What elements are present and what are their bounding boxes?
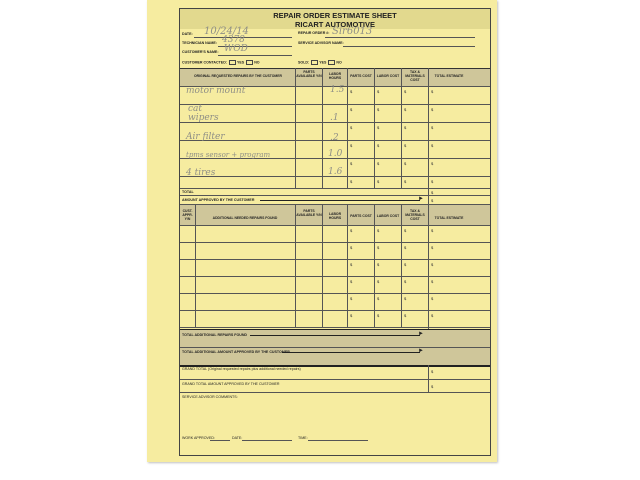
contacted-label: CUSTOMER CONTACTED: bbox=[182, 60, 227, 65]
work-approved-label: WORK APPROVED: bbox=[182, 436, 215, 440]
sold-yes-label: YES bbox=[319, 60, 327, 65]
sold-no-checkbox[interactable] bbox=[328, 60, 335, 65]
currency-symbol: $ bbox=[404, 228, 407, 233]
currency-symbol: $ bbox=[350, 143, 353, 148]
customer-contacted bbox=[182, 60, 260, 65]
repair-order-label: REPAIR ORDER #: bbox=[298, 31, 330, 35]
currency-symbol: $ bbox=[377, 245, 380, 250]
date-value[interactable]: 10/24/14 bbox=[204, 26, 249, 37]
currency-symbol: $ bbox=[431, 384, 434, 389]
amount-approved-label: AMOUNT APPROVED BY THE CUSTOMER bbox=[182, 198, 255, 202]
arrow-right-icon-3: ► bbox=[418, 348, 424, 354]
sold-label: SOLD: bbox=[298, 60, 310, 65]
hours-row-6[interactable]: 1.6 bbox=[328, 167, 343, 177]
contacted-no-checkbox[interactable] bbox=[246, 60, 253, 65]
currency-symbol: $ bbox=[404, 107, 407, 112]
currency-symbol: $ bbox=[431, 190, 434, 195]
currency-symbol: $ bbox=[431, 161, 434, 166]
grand-total-label: GRAND TOTAL (Original requested repairs plus additional needed repairs) bbox=[182, 367, 301, 371]
currency-symbol: $ bbox=[350, 228, 353, 233]
currency-symbol: $ bbox=[377, 89, 380, 94]
total-label: TOTAL bbox=[182, 190, 194, 194]
currency-symbol: $ bbox=[377, 296, 380, 301]
col-additional-repairs: ADDITIONAL NEEDED REPAIRS FOUND bbox=[212, 216, 278, 220]
hours-row-4[interactable]: .2 bbox=[330, 133, 339, 143]
arrow-right-icon-2: ► bbox=[418, 331, 424, 337]
currency-symbol: $ bbox=[404, 179, 407, 184]
yes-label: YES bbox=[237, 60, 245, 65]
currency-symbol: $ bbox=[404, 262, 407, 267]
technician-label: TECHNICIAN NAME: bbox=[182, 41, 217, 45]
work-approved-date-label: DATE: bbox=[232, 436, 243, 440]
currency-symbol: $ bbox=[431, 296, 434, 301]
currency-symbol: $ bbox=[404, 279, 407, 284]
col-cust-approved: CUST. APPR. Y/N bbox=[182, 209, 193, 221]
currency-symbol: $ bbox=[350, 125, 353, 130]
form-title: REPAIR ORDER ESTIMATE SHEET bbox=[273, 11, 397, 20]
currency-symbol: $ bbox=[350, 262, 353, 267]
currency-symbol: $ bbox=[404, 161, 407, 166]
currency-symbol: $ bbox=[431, 198, 434, 203]
repair-row-5[interactable]: tpms sensor + program bbox=[186, 151, 271, 159]
customer-label: CUSTOMER'S NAME: bbox=[182, 50, 219, 54]
currency-symbol: $ bbox=[404, 125, 407, 130]
repair-order-value[interactable]: Sir6013 bbox=[332, 26, 373, 37]
currency-symbol: $ bbox=[350, 313, 353, 318]
col-labor-cost: LABOR COST bbox=[376, 74, 400, 78]
currency-symbol: $ bbox=[377, 161, 380, 166]
currency-symbol: $ bbox=[431, 313, 434, 318]
grand-total-approved-label: GRAND TOTAL AMOUNT APPROVED BY THE CUSTOMER bbox=[182, 382, 280, 386]
currency-symbol: $ bbox=[377, 179, 380, 184]
currency-symbol: $ bbox=[431, 179, 434, 184]
col2-labor-hours: LABOR HOURS bbox=[328, 212, 342, 220]
sold-no-label: NO bbox=[336, 60, 342, 65]
currency-symbol: $ bbox=[350, 245, 353, 250]
currency-symbol: $ bbox=[377, 279, 380, 284]
currency-symbol: $ bbox=[431, 245, 434, 250]
currency-symbol: $ bbox=[431, 89, 434, 94]
currency-symbol: $ bbox=[431, 279, 434, 284]
form-frame bbox=[179, 8, 491, 456]
currency-symbol: $ bbox=[350, 161, 353, 166]
work-approved-time-label: TIME: bbox=[298, 436, 308, 440]
hours-row-5[interactable]: 1.0 bbox=[328, 149, 343, 159]
col2-parts-available: PARTS AVAILABLE Y/N bbox=[296, 209, 322, 217]
currency-symbol: $ bbox=[404, 245, 407, 250]
col2-labor-cost: LABOR COST bbox=[376, 214, 400, 218]
col2-tax-materials: TAX & MATERIALS COST bbox=[405, 209, 425, 221]
currency-symbol: $ bbox=[350, 279, 353, 284]
currency-symbol: $ bbox=[377, 262, 380, 267]
currency-symbol: $ bbox=[431, 262, 434, 267]
advisor-comments-label: SERVICE ADVISOR COMMENTS: bbox=[182, 395, 238, 399]
col-total-estimate: TOTAL ESTIMATE bbox=[434, 74, 464, 78]
repair-row-3[interactable]: wipers bbox=[188, 113, 219, 123]
col2-parts-cost: PARTS COST bbox=[350, 214, 372, 218]
repair-row-2[interactable]: cat bbox=[188, 104, 203, 114]
currency-symbol: $ bbox=[350, 107, 353, 112]
currency-symbol: $ bbox=[431, 228, 434, 233]
sold-yes-checkbox[interactable] bbox=[311, 60, 318, 65]
currency-symbol: $ bbox=[377, 125, 380, 130]
currency-symbol: $ bbox=[350, 296, 353, 301]
currency-symbol: $ bbox=[404, 143, 407, 148]
col2-total-estimate: TOTAL ESTIMATE bbox=[434, 216, 464, 220]
repair-row-1[interactable]: motor mount bbox=[186, 86, 246, 96]
currency-symbol: $ bbox=[377, 313, 380, 318]
currency-symbol: $ bbox=[350, 89, 353, 94]
currency-symbol: $ bbox=[404, 296, 407, 301]
advisor-comments-field[interactable] bbox=[182, 401, 482, 431]
no-label: NO bbox=[254, 60, 260, 65]
advisor-label: SERVICE ADVISOR NAME: bbox=[298, 41, 344, 45]
col-parts-available: PARTS AVAILABLE Y/N bbox=[296, 70, 322, 78]
currency-symbol: $ bbox=[377, 228, 380, 233]
repair-row-6[interactable]: 4 tires bbox=[186, 168, 216, 178]
customer-value[interactable]: WOD bbox=[224, 44, 248, 54]
col-original-repairs: ORIGINAL REQUESTED REPAIRS BY THE CUSTOMER bbox=[194, 74, 282, 78]
currency-symbol: $ bbox=[377, 107, 380, 112]
arrow-right-icon: ► bbox=[418, 196, 424, 202]
total-additional-label: TOTAL ADDITIONAL REPAIRS FOUND bbox=[182, 333, 248, 337]
estimate-sheet bbox=[147, 0, 497, 462]
sold-row bbox=[298, 60, 342, 65]
total-additional-approved-label: TOTAL ADDITIONAL AMOUNT APPROVED BY THE CUSTOMER bbox=[182, 350, 290, 354]
col-parts-cost: PARTS COST bbox=[350, 74, 372, 78]
currency-symbol: $ bbox=[404, 89, 407, 94]
currency-symbol: $ bbox=[431, 143, 434, 148]
repair-row-4[interactable]: Air filter bbox=[186, 132, 225, 142]
currency-symbol: $ bbox=[404, 313, 407, 318]
col-tax-materials: TAX & MATERIALS COST bbox=[405, 70, 425, 82]
date-label: DATE: bbox=[182, 32, 193, 36]
currency-symbol: $ bbox=[350, 179, 353, 184]
currency-symbol: $ bbox=[431, 107, 434, 112]
col-labor-hours: LABOR HOURS bbox=[328, 72, 342, 80]
hours-row-3[interactable]: .1 bbox=[330, 113, 339, 123]
company-name: RICART AUTOMOTIVE bbox=[295, 20, 375, 29]
technician-value[interactable]: 4378 bbox=[222, 35, 245, 45]
currency-symbol: $ bbox=[377, 143, 380, 148]
hours-row-1[interactable]: 1.5 bbox=[330, 85, 345, 95]
contacted-yes-checkbox[interactable] bbox=[229, 60, 236, 65]
currency-symbol: $ bbox=[431, 369, 434, 374]
currency-symbol: $ bbox=[431, 125, 434, 130]
